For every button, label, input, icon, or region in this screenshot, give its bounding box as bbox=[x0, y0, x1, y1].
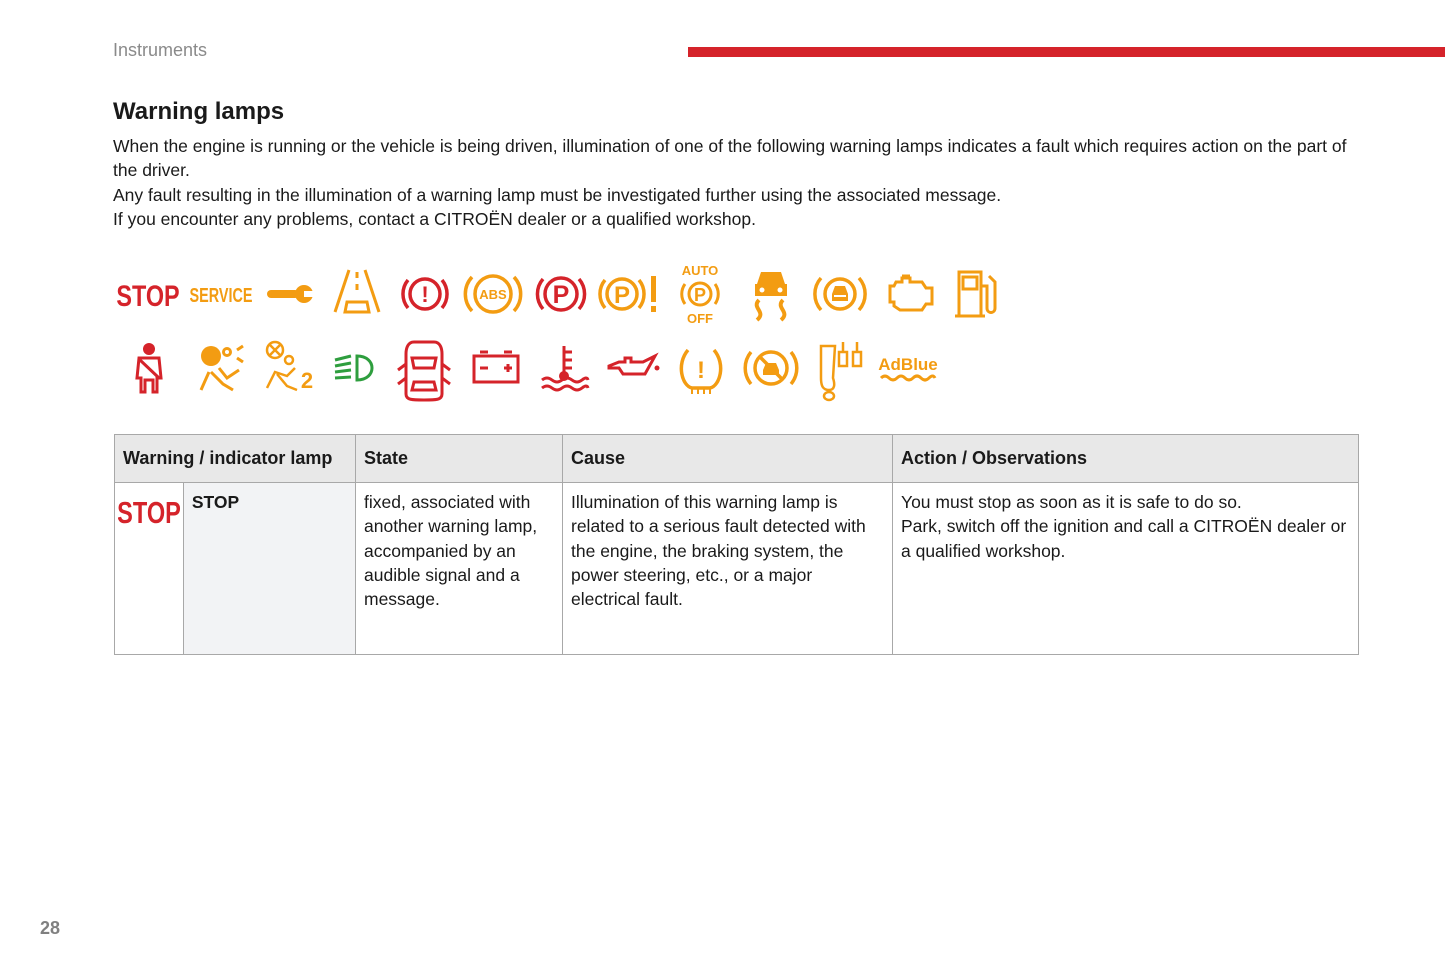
action-line: You must stop as soon as it is safe to do so. bbox=[901, 492, 1242, 512]
column-header-lamp: Warning / indicator lamp bbox=[115, 435, 356, 483]
section-label: Instruments bbox=[113, 40, 208, 60]
oil-pressure-icon bbox=[603, 338, 663, 398]
lamp-cause: Illumination of this warning lamp is related to a serious fault detected with the engine, the braking system, the power steering, etc., or a major electrical fault. bbox=[563, 483, 893, 655]
table-row bbox=[115, 483, 1359, 655]
lamp-icon-cell bbox=[115, 483, 184, 655]
svg-text:P: P bbox=[613, 282, 631, 309]
seat-belt-icon bbox=[127, 338, 171, 398]
svg-text:P: P bbox=[693, 285, 707, 305]
action-line: Park, switch off the ignition and call a CITROËN dealer or a qualified workshop. bbox=[901, 516, 1347, 561]
stop-icon bbox=[117, 264, 179, 324]
headlamp-icon bbox=[331, 338, 383, 398]
lamp-action bbox=[893, 483, 1359, 655]
svg-text:AUTO: AUTO bbox=[681, 263, 719, 278]
engine-diagnosis-icon bbox=[882, 264, 938, 324]
table-header-row bbox=[115, 435, 1359, 483]
lamp-state: fixed, associated with another warning lamp, accompanied by an audible signal and a message. bbox=[356, 483, 563, 655]
door-open-icon bbox=[396, 338, 452, 402]
svg-text:!: ! bbox=[697, 357, 705, 384]
column-header-action: Action / Observations bbox=[893, 435, 1359, 483]
svg-text:!: ! bbox=[421, 282, 429, 307]
passenger-airbag-off-icon bbox=[259, 338, 319, 398]
parking-brake-fault-icon bbox=[598, 264, 662, 324]
intro-paragraph: If you encounter any problems, contact a CITROËN dealer or a qualified workshop. bbox=[113, 208, 756, 229]
stability-control-icon bbox=[743, 264, 799, 324]
airbag-icon bbox=[193, 338, 249, 398]
auto-parking-brake-off-icon bbox=[672, 264, 728, 328]
intro-text bbox=[113, 134, 1353, 231]
svg-text:2: 2 bbox=[300, 368, 314, 393]
column-header-cause: Cause bbox=[563, 435, 893, 483]
stop-icon bbox=[118, 491, 180, 531]
tyre-pressure-icon bbox=[676, 338, 726, 398]
intro-paragraph: Any fault resulting in the illumination of a warning lamp must be investigated further using the associated message. bbox=[113, 184, 1002, 205]
coolant-temperature-icon bbox=[538, 338, 590, 398]
lane-departure-icon bbox=[329, 264, 385, 324]
abs-icon bbox=[464, 264, 522, 324]
svg-text:P: P bbox=[552, 281, 570, 309]
svg-text:STOP: STOP bbox=[116, 279, 180, 313]
active-safety-brake-icon bbox=[812, 264, 868, 324]
battery-icon bbox=[468, 338, 524, 398]
svg-text:SERVICE: SERVICE bbox=[189, 283, 253, 307]
adblue-icon bbox=[875, 338, 941, 398]
page-title: Warning lamps bbox=[113, 98, 285, 125]
brake-warning-icon bbox=[400, 264, 450, 324]
section-accent-bar bbox=[688, 47, 1445, 57]
svg-text:ABS: ABS bbox=[479, 287, 507, 302]
svg-text:OFF: OFF bbox=[687, 311, 713, 326]
warning-lamp-table bbox=[114, 434, 1359, 655]
service-icon bbox=[188, 264, 254, 324]
intro-paragraph: When the engine is running or the vehicle is being driven, illumination of one of the following warning lamps indicates a fault which requires action on the part of the driver. bbox=[113, 136, 1347, 181]
active-safety-brake-off-icon bbox=[741, 338, 801, 398]
svg-text:AdBlue: AdBlue bbox=[878, 355, 938, 374]
page-number: 28 bbox=[40, 918, 61, 938]
lamp-name: STOP bbox=[183, 483, 355, 655]
wrench-icon bbox=[264, 264, 316, 324]
column-header-state: State bbox=[356, 435, 563, 483]
foot-on-brake-icon bbox=[813, 338, 869, 402]
svg-text:STOP: STOP bbox=[118, 494, 180, 530]
fuel-level-icon bbox=[953, 264, 1005, 324]
parking-brake-icon bbox=[535, 264, 587, 324]
